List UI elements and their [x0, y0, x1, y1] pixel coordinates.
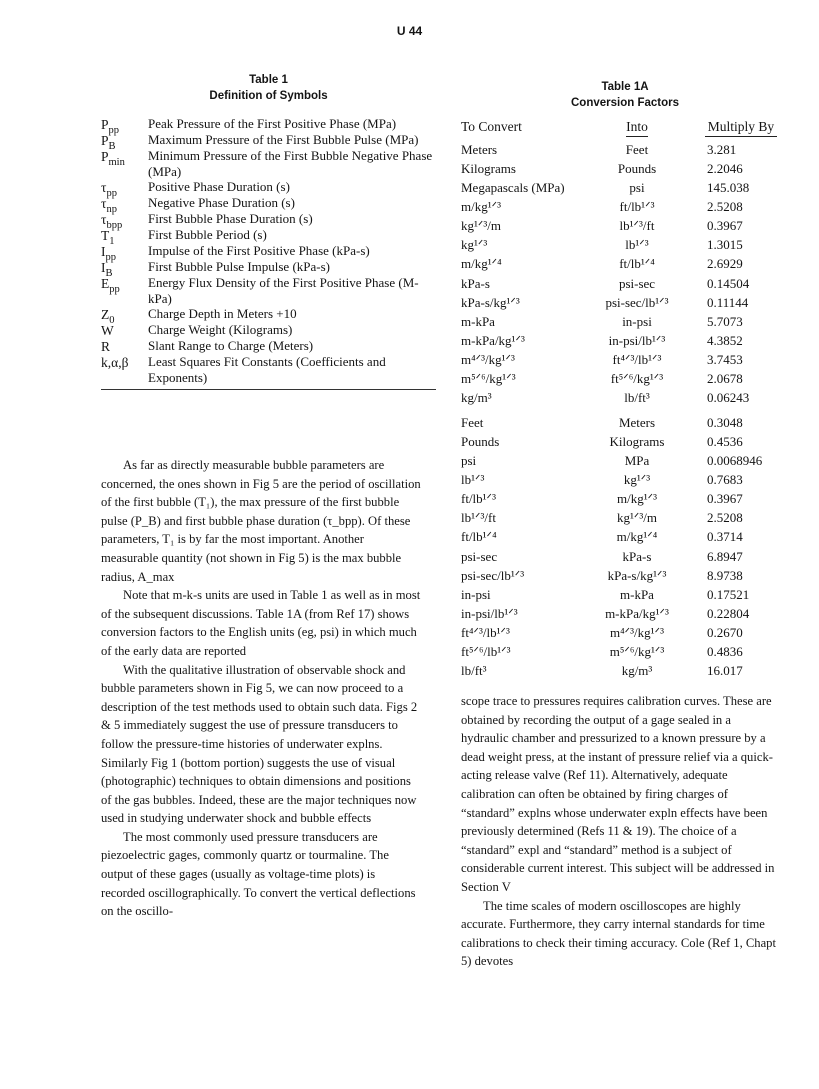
unit-from: Meters — [461, 141, 498, 157]
symbol-definition: Charge Depth in Meters +10 — [148, 306, 297, 321]
symbol-row — [101, 132, 436, 152]
symbol: R — [101, 339, 111, 354]
symbol-definition: Slant Range to Charge (Meters) — [148, 338, 314, 353]
conversion-row — [461, 331, 791, 350]
unit-into: psi — [629, 179, 645, 195]
factor: 0.14504 — [707, 275, 750, 291]
symbol: $P_{pp}$ — [101, 117, 120, 136]
unit-from: Pounds — [461, 433, 500, 449]
symbol: W — [101, 323, 114, 338]
symbol-row — [101, 259, 436, 279]
header-to-convert: To Convert — [461, 119, 522, 134]
symbol-definition: First Bubble Period (s) — [148, 227, 267, 242]
unit-from: m⁵ᐟ⁶/kg¹ᐟ³ — [461, 371, 516, 387]
unit-into: in-psi/lb¹ᐟ³ — [608, 332, 666, 348]
header-into: Into — [583, 119, 691, 135]
symbol-row — [101, 116, 436, 136]
symbol-row — [101, 211, 436, 231]
paragraph-time-scales: The time scales of modern oscilloscopes are highly accurate. Furthermore, they carry internal standards for time calibrations to check their timing accuracy. Cole (Ref 1, Chapt 5) devotes — [461, 898, 776, 969]
factor: 6.8947 — [707, 548, 743, 564]
conversion-row — [461, 490, 791, 509]
conversion-row — [461, 159, 791, 178]
conversion-row — [461, 255, 791, 274]
factor: 2.5208 — [707, 510, 743, 526]
symbol-row — [101, 195, 436, 215]
unit-into: Pounds — [617, 160, 657, 176]
unit-from: lb/ft³ — [461, 663, 487, 679]
paragraph-pressure-transducers: The most commonly used pressure transducers are piezoelectric gages, commonly quartz or tourmaline. The output of these gages (usually as voltage-time plots) is recorded oscillographically. To convert the vertical deflections on the oscillo- — [101, 829, 416, 919]
conversion-row — [461, 351, 791, 370]
factor: 2.0678 — [707, 371, 743, 387]
unit-from: m-kPa — [461, 313, 495, 329]
unit-into: Kilograms — [609, 433, 665, 449]
symbol: $\tau_{bpp}$ — [101, 212, 123, 231]
factor: 0.17521 — [707, 586, 750, 602]
factor: 0.22804 — [707, 605, 750, 621]
unit-from: psi-sec — [461, 548, 498, 564]
unit-into: ft⁵ᐟ⁶/kg¹ᐟ³ — [610, 371, 664, 387]
conversion-row — [461, 217, 791, 236]
symbol: $T_1$ — [101, 228, 115, 247]
symbol-row — [101, 306, 436, 326]
unit-from: Kilograms — [461, 160, 516, 176]
factor: 16.017 — [707, 663, 743, 679]
factor: 0.3714 — [707, 529, 743, 545]
table1-caption-title: Definition of Symbols — [209, 90, 328, 102]
unit-from: kPa-s/kg¹ᐟ³ — [461, 294, 520, 310]
page-label: U 44 — [396, 24, 423, 38]
conversion-row — [461, 140, 791, 159]
right-column — [461, 692, 777, 971]
symbol: $I_{pp}$ — [101, 244, 116, 263]
conversion-row — [461, 274, 791, 293]
conversion-row — [461, 528, 791, 547]
unit-into: in-psi — [622, 313, 652, 329]
table1a-caption — [540, 79, 710, 111]
factor: 2.6929 — [707, 256, 743, 272]
symbol-definition: Peak Pressure of the First Positive Phase (MPa) — [148, 116, 397, 131]
unit-into: kPa-s — [622, 548, 652, 564]
conversion-row — [461, 197, 791, 216]
unit-from: psi-sec/lb¹ᐟ³ — [461, 567, 525, 583]
symbol-row — [101, 338, 436, 354]
unit-into: psi-sec — [618, 275, 656, 291]
unit-into: lb/ft³ — [624, 390, 650, 406]
unit-from: in-psi/lb¹ᐟ³ — [461, 605, 518, 621]
unit-into: ft⁴ᐟ³/lb¹ᐟ³ — [612, 352, 662, 368]
conversion-row — [461, 604, 791, 623]
symbol-row — [101, 148, 436, 179]
unit-into: m-kPa/kg¹ᐟ³ — [605, 605, 669, 621]
left-column — [101, 456, 421, 921]
conversion-table-header — [461, 116, 791, 138]
factor: 0.3967 — [707, 218, 743, 234]
conversion-row — [461, 312, 791, 331]
conversion-row — [461, 662, 791, 681]
unit-from: lb¹ᐟ³/ft — [461, 510, 496, 526]
symbol-definition: First Bubble Pulse Impulse (kPa-s) — [148, 259, 330, 274]
conversion-row — [461, 585, 791, 604]
unit-from: in-psi — [461, 586, 491, 602]
symbol-row — [101, 322, 436, 338]
conversion-row — [461, 236, 791, 255]
factor: 5.7073 — [707, 313, 743, 329]
unit-into: Meters — [618, 414, 656, 430]
unit-into: kg¹ᐟ³/m — [616, 510, 658, 526]
conversion-row — [461, 413, 791, 432]
unit-into: m⁴ᐟ³/kg¹ᐟ³ — [610, 625, 664, 641]
symbol: $P_{min}$ — [101, 149, 125, 168]
table1a-caption-title: Conversion Factors — [571, 97, 679, 109]
factor: 0.0068946 — [707, 452, 763, 468]
header-multiply-by: Multiply By — [691, 119, 791, 135]
unit-from: kg¹ᐟ³/m — [461, 218, 502, 234]
factor: 8.9738 — [707, 567, 743, 583]
unit-from: ft/lb¹ᐟ⁴ — [461, 529, 497, 545]
unit-from: lb¹ᐟ³ — [461, 471, 485, 487]
symbol-definition: Negative Phase Duration (s) — [148, 195, 295, 210]
conversion-row — [461, 566, 791, 585]
symbol-definition: First Bubble Phase Duration (s) — [148, 211, 313, 226]
conversion-row — [461, 293, 791, 312]
conversion-row — [461, 178, 791, 197]
unit-from: Megapascals (MPa) — [461, 179, 565, 195]
unit-from: ft/lb¹ᐟ³ — [461, 491, 496, 507]
factor: 3.7453 — [707, 352, 743, 368]
table1a-caption-number: Table 1A — [601, 81, 649, 93]
unit-from: m/kg¹ᐟ³ — [461, 198, 502, 214]
symbol-definition: Positive Phase Duration (s) — [148, 179, 290, 194]
symbol-row — [101, 227, 436, 247]
conversion-row — [461, 643, 791, 662]
unit-from: kPa-s — [461, 275, 490, 291]
factor: 2.2046 — [707, 160, 743, 176]
unit-into: m/kg¹ᐟ³ — [616, 491, 658, 507]
factor: 0.4836 — [707, 644, 743, 660]
conversion-row — [461, 370, 791, 389]
unit-into: m-kPa — [620, 586, 654, 602]
unit-into: m⁵ᐟ⁶/kg¹ᐟ³ — [609, 644, 665, 660]
factor: 2.5208 — [707, 198, 743, 214]
paragraph-bubble-parameters: As far as directly measurable bubble parameters are concerned, the ones shown in Fig 5 are the period of oscillation of the first bubble (T₁), the max pressure of the first bubble pulse (P_B) and first bubble phase duration (τ_bpp). Of these parameters, T₁ is by far the most important. Another measurable quantity (not shown in Fig 5) is the max bubble radius, A_max — [101, 458, 421, 584]
unit-into: m/kg¹ᐟ⁴ — [616, 529, 658, 545]
symbols-table — [101, 116, 436, 390]
symbol: $\tau_{np}$ — [101, 196, 117, 215]
symbol-definition: Energy Flux Density of the First Positive Phase (M-kPa) — [148, 275, 419, 306]
conversion-row — [461, 389, 791, 408]
symbol-definition: Charge Weight (Kilograms) — [148, 322, 293, 337]
table1-bottom-rule — [101, 389, 436, 390]
unit-from: kg¹ᐟ³ — [461, 237, 488, 253]
symbol: $P_B$ — [101, 133, 116, 152]
conversion-row — [461, 547, 791, 566]
unit-from: ft⁵ᐟ⁶/lb¹ᐟ³ — [461, 644, 511, 660]
symbol-row — [101, 275, 436, 306]
factor: 1.3015 — [707, 237, 743, 253]
symbol-row — [101, 243, 436, 263]
conversion-row — [461, 432, 791, 451]
conversion-row — [461, 451, 791, 470]
unit-into: kg¹ᐟ³ — [623, 471, 651, 487]
symbol-row — [101, 179, 436, 199]
paragraph-test-methods: With the qualitative illustration of observable shock and bubble parameters shown in Fig 5, we can now proceed to a description of the test methods used to obtain such data. Figs 2 & 5 immediately suggest the use of pressure transducers to follow the pressure-time histories of underwater explns. Similarly Fig 1 (bottom portion) suggests the use of visual (photographic) techniques to obtain dimensions and positions of the gas bubbles. Indeed, these are the major techniques now used in studying underwater shock and bubble effects — [101, 662, 418, 826]
table1-caption — [101, 72, 436, 104]
unit-into: ft/lb¹ᐟ³ — [619, 198, 655, 214]
unit-from: m-kPa/kg¹ᐟ³ — [461, 332, 525, 348]
table1-caption-number: Table 1 — [249, 74, 288, 86]
symbol: $I_B$ — [101, 260, 113, 279]
conversion-row — [461, 624, 791, 643]
unit-into: lb¹ᐟ³ — [625, 237, 649, 253]
unit-from: m/kg¹ᐟ⁴ — [461, 256, 502, 272]
symbol: $E_{pp}$ — [101, 276, 120, 295]
unit-into: Feet — [625, 141, 649, 157]
unit-into: MPa — [624, 452, 650, 468]
factor: 0.3967 — [707, 491, 743, 507]
symbol: $Z_0$ — [101, 307, 115, 326]
unit-into: kg/m³ — [621, 663, 653, 679]
unit-from: m⁴ᐟ³/kg¹ᐟ³ — [461, 352, 515, 368]
symbol-definition: Least Squares Fit Constants (Coefficients and Exponents) — [148, 354, 386, 385]
unit-into: lb¹ᐟ³/ft — [619, 218, 655, 234]
factor: 0.2670 — [707, 625, 743, 641]
symbol-definition: Impulse of the First Positive Phase (kPa-s) — [148, 243, 370, 258]
conversion-table — [461, 116, 791, 681]
unit-into: ft/lb¹ᐟ⁴ — [619, 256, 655, 272]
paragraph-units-note: Note that m-k-s units are used in Table 1 as well as in most of the subsequent discussions. Table 1A (from Ref 17) shows conversion factors to the English units (eg, psi) in which much of the early data are reported — [101, 588, 421, 658]
factor: 0.3048 — [707, 414, 743, 430]
factor: 4.3852 — [707, 332, 743, 348]
unit-from: Feet — [461, 414, 484, 430]
factor: 0.06243 — [707, 390, 750, 406]
factor: 145.038 — [707, 179, 750, 195]
unit-into: kPa-s/kg¹ᐟ³ — [607, 567, 667, 583]
symbol: k,α,β — [101, 355, 129, 370]
symbol-row — [101, 354, 436, 385]
paragraph-calibration: scope trace to pressures requires calibration curves. These are obtained by recording the output of a gage sealed in a hydraulic chamber and pressurized to a known pressure by a dead weight press, at the instant of pressure relief via a quick-acting release valve (Ref 11). Alternatively, adequate calibration can often be obtained by firing charges of “standard” explns whose underwater expln effects have been previously determined (Refs 11 & 19). The choice of a “standard” expl and “standard” method is a subject of considerable current interest. This subject will be addressed in Section V — [461, 694, 775, 894]
symbol-definition: Maximum Pressure of the First Bubble Pulse (MPa) — [148, 132, 419, 147]
symbol: $\tau_{pp}$ — [101, 180, 117, 199]
unit-from: psi — [461, 452, 477, 468]
symbol-definition: Minimum Pressure of the First Bubble Negative Phase (MPa) — [148, 148, 433, 179]
factor: 0.4536 — [707, 433, 743, 449]
factor: 0.7683 — [707, 471, 743, 487]
conversion-row — [461, 509, 791, 528]
factor: 0.11144 — [707, 294, 749, 310]
unit-from: ft⁴ᐟ³/lb¹ᐟ³ — [461, 625, 510, 641]
unit-into: psi-sec/lb¹ᐟ³ — [605, 294, 669, 310]
factor: 3.281 — [707, 141, 737, 157]
conversion-row — [461, 470, 791, 489]
unit-from: kg/m³ — [461, 390, 492, 406]
